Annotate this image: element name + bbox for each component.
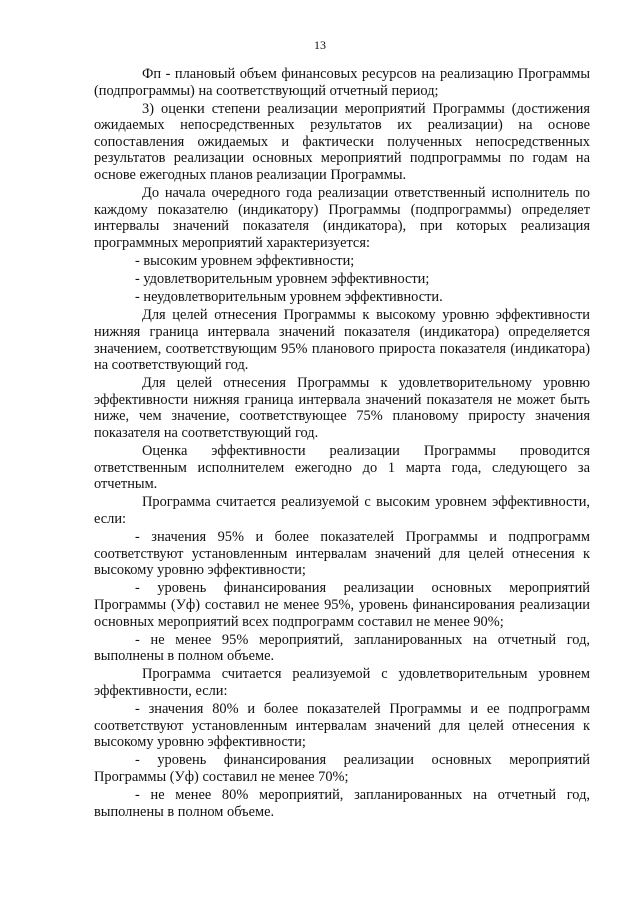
list-item: - уровень финансирования реализации основных мероприятий Программы (Уф) составил не менее 70%; <box>94 752 590 785</box>
list-item: - уровень финансирования реализации основных мероприятий Программы (Уф) составил не менее 95%, уровень финансирования реализации основных мероприятий всех подпрограмм составил не менее 90%; <box>94 580 590 630</box>
paragraph: Программа считается реализуемой с высоким уровнем эффективности, если: <box>94 494 590 527</box>
paragraph: Фп - плановый объем финансовых ресурсов на реализацию Программы (подпрограммы) на соответствующий отчетный период; <box>94 66 590 99</box>
paragraph: Для целей отнесения Программы к высокому уровню эффективности нижняя граница интервала значений показателя (индикатора) определяется значением, соответствующим 95% планового прироста показателя (индикатора) на соответствующий год. <box>94 307 590 374</box>
list-item: - удовлетворительным уровнем эффективности; <box>135 271 430 288</box>
document-body <box>94 66 590 822</box>
list-item: - не менее 80% мероприятий, запланированных на отчетный год, выполнены в полном объеме. <box>94 786 590 820</box>
paragraph: Для целей отнесения Программы к удовлетворительному уровню эффективности нижняя граница интервала значений показателя не может быть ниже, чем значение, соответствующее 75% плановому приросту значения показателя на соответствующий год. <box>94 375 590 441</box>
paragraph: 3) оценки степени реализации мероприятий Программы (достижения ожидаемых непосредственных результатов их реализации) на основе сопоставления ожидаемых и фактически полученных непосредственных результатов реализации основных мероприятий подпрограммы по годам на основе ежегодных планов реализации Программы. <box>94 100 590 184</box>
list-item: - значения 95% и более показателей Программы и подпрограмм соответствуют установленным интервалам значений для целей отнесения к высокому уровню эффективности; <box>94 529 590 579</box>
paragraph: Программа считается реализуемой с удовлетворительным уровнем эффективности, если: <box>94 666 590 699</box>
page-number: 13 <box>314 38 326 52</box>
paragraph: До начала очередного года реализации ответственный исполнитель по каждому показателю (индикатору) Программы (подпрограммы) определяет интервалы значений показателя (индикатора), при которых реализация программных мероприятий характеризуется: <box>94 185 590 251</box>
paragraph: Оценка эффективности реализации Программы проводится ответственным исполнителем ежегодно до 1 марта года, следующего за отчетным. <box>94 443 590 493</box>
list-item: - значения 80% и более показателей Программы и ее подпрограмм соответствуют установленным интервалам значений для целей отнесения к высокому уровню эффективности; <box>94 700 590 751</box>
list-item: - неудовлетворительным уровнем эффективности. <box>135 289 443 306</box>
list-item: - не менее 95% мероприятий, запланированных на отчетный год, выполнены в полном объеме. <box>94 631 590 665</box>
list-item: - высоким уровнем эффективности; <box>135 253 355 270</box>
